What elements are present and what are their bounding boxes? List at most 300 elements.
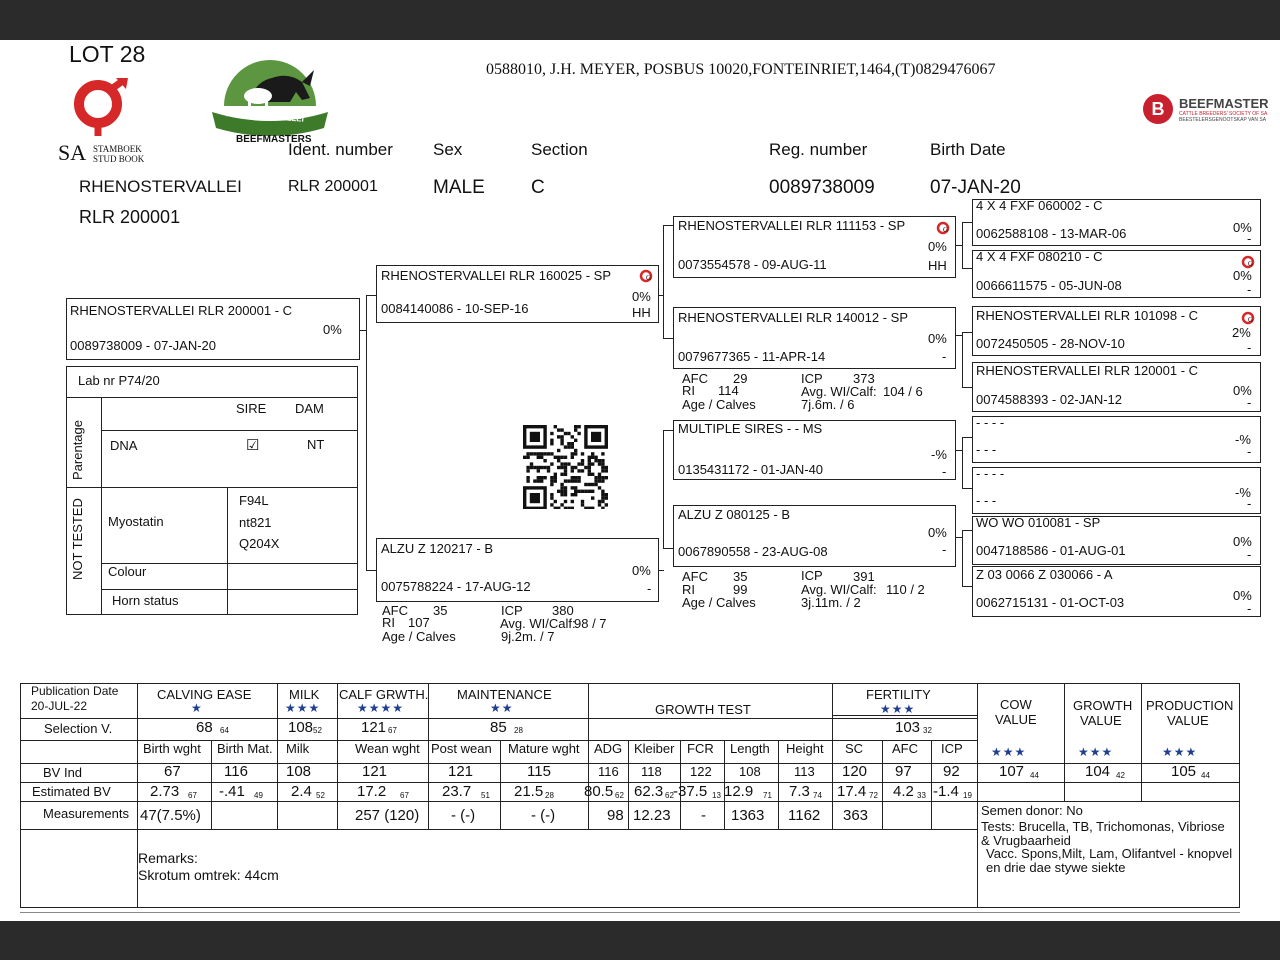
animal-birth: 07-JAN-20 xyxy=(930,177,1021,198)
est-acc: 67 xyxy=(400,791,409,800)
sire-tag: HH xyxy=(632,305,651,320)
growth-value-header-1: GROWTH xyxy=(1073,698,1133,713)
bv-value: 120 xyxy=(842,763,868,780)
g3-tag: - xyxy=(1247,231,1252,246)
owner-address: 0588010, J.H. MEYER, POSBUS 10020,FONTEINRIET,1464,(T)0829476067 xyxy=(486,61,996,78)
col-header: Wean wght xyxy=(355,741,420,756)
est-value: 12.9 xyxy=(724,783,754,800)
g3-tag: - xyxy=(1247,547,1252,562)
meas-value: 363 xyxy=(843,807,869,824)
cg-emblem-icon xyxy=(1241,310,1256,326)
est-acc: 72 xyxy=(869,791,878,800)
bv-production-acc: 44 xyxy=(1201,771,1210,780)
pedigree-g3-card xyxy=(972,250,1261,298)
self-name: RHENOSTERVALLEI RLR 200001 - C xyxy=(70,303,293,318)
divider xyxy=(832,683,833,829)
semen-donor: Semen donor: No xyxy=(981,803,1083,818)
dna-dam-value: NT xyxy=(307,437,325,452)
divider xyxy=(20,829,978,830)
cg-emblem-icon xyxy=(639,268,654,284)
col-section-label: Section xyxy=(531,140,588,159)
ds-inbreeding: -% xyxy=(931,447,947,462)
ss-inbreeding: 0% xyxy=(928,239,947,254)
animal-section: C xyxy=(531,177,545,198)
selection-maintenance: 85 xyxy=(490,719,507,736)
wi-value: 110 / 2 xyxy=(886,582,925,597)
not-tested-label: NOT TESTED xyxy=(70,498,85,580)
est-value: 7.3 xyxy=(789,783,810,800)
connector xyxy=(366,295,376,296)
bv-cow-value: 107 xyxy=(999,763,1025,780)
divider xyxy=(1141,683,1142,801)
publication-date-label: Publication Date xyxy=(31,684,119,698)
production-value-stars-icon: ★★★ xyxy=(1162,745,1198,759)
icp-value: 391 xyxy=(853,569,875,584)
divider xyxy=(101,430,358,431)
lab-nr-row xyxy=(66,366,358,398)
svg-text:G: G xyxy=(943,226,949,234)
divider xyxy=(931,740,932,829)
g3-tag: - xyxy=(1247,282,1252,297)
divider xyxy=(101,589,358,590)
est-acc: 74 xyxy=(813,791,822,800)
self-info: 0089738009 - 07-JAN-20 xyxy=(70,338,216,353)
divider xyxy=(337,683,338,829)
dd-name: ALZU Z 080125 - B xyxy=(678,507,790,522)
g3-name: - - - - xyxy=(976,415,1005,430)
meas-value: 1162 xyxy=(788,807,821,824)
col-header: ADG xyxy=(594,741,623,756)
sire-inbreeding: 0% xyxy=(632,289,651,304)
est-acc: 71 xyxy=(763,791,772,800)
bv-value: 121 xyxy=(448,763,474,780)
col-header: FCR xyxy=(687,741,714,756)
ri-label: RI xyxy=(382,615,395,630)
afc-value: 35 xyxy=(733,569,748,584)
selection-label: Selection V. xyxy=(44,721,113,736)
wi-value: 98 / 7 xyxy=(574,616,607,631)
g3-tag: - xyxy=(1247,601,1252,616)
sd-info: 0079677365 - 11-APR-14 xyxy=(678,349,826,364)
divider xyxy=(277,683,278,829)
bm-sub2: BEESTELERSGENOOTSKAP VAN SA xyxy=(1179,117,1267,123)
g3-name: WO WO 010081 - SP xyxy=(976,515,1101,530)
calving-ease-stars-icon: ★ xyxy=(191,701,203,715)
ds-info: 0135431172 - 01-JAN-40 xyxy=(678,462,824,477)
bv-value: 121 xyxy=(362,763,388,780)
bv-value: 108 xyxy=(739,764,761,779)
divider xyxy=(500,740,501,829)
selection-fertility: 103 xyxy=(895,719,921,736)
ds-name: MULTIPLE SIRES - - MS xyxy=(678,421,823,436)
cg-emblem-icon xyxy=(936,220,951,236)
beefmaster-b-icon: B xyxy=(1143,94,1173,124)
pedigree-ds-card xyxy=(673,420,956,480)
bv-value: 113 xyxy=(794,764,815,779)
bv-value: 92 xyxy=(943,763,960,780)
myostatin-f94l: F94L xyxy=(239,493,269,508)
ri-value: 114 xyxy=(718,383,739,398)
age-calves-label: Age / Calves xyxy=(682,595,756,610)
dam-inbreeding: 0% xyxy=(632,563,651,578)
beefmaster-logo xyxy=(1143,94,1273,128)
connector xyxy=(663,430,673,431)
g3-info: 0074588393 - 02-JAN-12 xyxy=(976,392,1122,407)
milk-stars-icon: ★★★ xyxy=(285,701,321,715)
col-header: Birth Mat. xyxy=(217,741,273,756)
est-value: 17.2 xyxy=(357,783,387,800)
divider xyxy=(227,487,228,615)
col-reg-label: Reg. number xyxy=(769,140,868,159)
svg-text:G: G xyxy=(1248,316,1254,324)
age-calves-value: 7j.6m. / 6 xyxy=(801,397,855,412)
connector xyxy=(962,530,972,531)
qr-code xyxy=(523,425,609,509)
est-value: 62.3 xyxy=(634,783,664,800)
divider xyxy=(20,801,1240,802)
pedigree-dam-card xyxy=(376,538,659,602)
est-value: -.41 xyxy=(219,783,245,800)
g3-inbreeding: 2% xyxy=(1232,325,1251,340)
measurements-label: Measurements xyxy=(43,806,129,821)
myostatin-label: Myostatin xyxy=(108,514,164,529)
svg-text:G: G xyxy=(1248,260,1254,268)
col-header: Birth wght xyxy=(143,741,201,756)
col-birth-label: Birth Date xyxy=(930,140,1006,159)
production-value-header-1: PRODUCTION xyxy=(1146,698,1234,713)
bm-sub1: CATTLE BREEDERS' SOCIETY OF SA xyxy=(1179,111,1268,117)
milk-header: MILK xyxy=(289,687,320,702)
g3-info: 0066611575 - 05-JUN-08 xyxy=(976,278,1122,293)
pedigree-self-card xyxy=(66,298,360,360)
col-header: Milk xyxy=(286,741,310,756)
connector xyxy=(962,586,972,587)
selection-milk: 108 xyxy=(288,719,314,736)
fertility-header: FERTILITY xyxy=(866,687,931,702)
selection-maintenance-acc: 28 xyxy=(514,726,523,735)
col-header: AFC xyxy=(892,741,918,756)
divider xyxy=(588,683,589,829)
est-acc: 62 xyxy=(615,791,624,800)
connector xyxy=(962,332,963,387)
selection-fertility-acc: 32 xyxy=(923,726,932,735)
estimated-bv-label: Estimated BV xyxy=(32,784,111,799)
connector xyxy=(962,387,972,388)
est-value: 4.2 xyxy=(893,783,914,800)
vaccination-text-2: en drie dae stywe siekte xyxy=(986,860,1126,875)
connector xyxy=(962,437,963,488)
wi-label: Avg. WI/Calf: xyxy=(801,384,877,399)
dam-name: ALZU Z 120217 - B xyxy=(381,541,493,556)
selection-calf-acc: 67 xyxy=(388,726,397,735)
col-header: Kleiber xyxy=(634,741,675,756)
est-value: 2.4 xyxy=(291,783,312,800)
g3-info: 0072450505 - 28-NOV-10 xyxy=(976,336,1125,351)
ds-tag: - xyxy=(942,464,947,479)
pedigree-ss-card xyxy=(673,216,956,278)
age-calves-value: 9j.2m. / 7 xyxy=(501,629,555,644)
selection-calving: 68 xyxy=(196,719,213,736)
dd-tag: - xyxy=(942,542,947,557)
bottom-bar xyxy=(0,921,1280,960)
dam-column-label: DAM xyxy=(295,401,324,416)
cow-value-stars-icon: ★★★ xyxy=(991,745,1027,759)
g3-tag: - xyxy=(1247,340,1252,355)
bv-ind-label: BV Ind xyxy=(43,765,83,780)
pedigree-g3-card xyxy=(972,566,1261,617)
est-acc: 13 xyxy=(712,791,721,800)
g3-inbreeding: 0% xyxy=(1233,268,1252,283)
g3-tag: - xyxy=(1247,444,1252,459)
g3-name: RHENOSTERVALLEI RLR 120001 - C xyxy=(976,363,1199,378)
divider xyxy=(628,740,629,829)
g3-tag: - xyxy=(1247,395,1252,410)
connector xyxy=(663,548,673,549)
myostatin-nt821: nt821 xyxy=(239,515,272,530)
remarks-text: Skrotum omtrek: 44cm xyxy=(138,867,279,883)
sire-name: RHENOSTERVALLEI RLR 160025 - SP xyxy=(381,268,612,283)
tests-text-2: & Vrugbaarheid xyxy=(981,833,1071,848)
selection-milk-acc: 52 xyxy=(313,726,322,735)
top-bar xyxy=(0,0,1280,40)
g3-name: 4 X 4 FXF 080210 - C xyxy=(976,249,1103,264)
col-header: ICP xyxy=(941,741,963,756)
bv-value: 122 xyxy=(690,764,712,779)
connector xyxy=(962,222,963,268)
remarks-label: Remarks: xyxy=(138,850,198,866)
est-value: 17.4 xyxy=(837,783,867,800)
col-ident-label: Ident. number xyxy=(288,140,393,159)
bv-growth-acc: 42 xyxy=(1116,771,1125,780)
ss-name: RHENOSTERVALLEI RLR 111153 - SP xyxy=(678,218,906,233)
meas-value: 257 (120) xyxy=(355,807,420,824)
sire-column-label: SIRE xyxy=(236,401,267,416)
bv-value: 67 xyxy=(164,763,181,780)
divider xyxy=(20,912,1240,913)
maintenance-header: MAINTENANCE xyxy=(457,687,552,702)
icp-label: ICP xyxy=(501,603,523,618)
animal-name-line1: RHENOSTERVALLEI xyxy=(79,177,242,196)
animal-name-line2: RLR 200001 xyxy=(79,207,181,227)
farm-logo-sub: BEEFMASTERS xyxy=(236,134,312,145)
ri-value: 99 xyxy=(733,582,748,597)
publication-date: 20-JUL-22 xyxy=(31,699,88,713)
est-value: -37.5 xyxy=(673,783,708,800)
est-acc: 62 xyxy=(665,791,674,800)
g3-tag: - xyxy=(1247,496,1252,511)
sa-logo-line1: STAMBOEK xyxy=(93,144,142,154)
dna-label: DNA xyxy=(110,438,138,453)
divider xyxy=(778,740,779,829)
ss-info: 0073554578 - 09-AUG-11 xyxy=(678,257,827,272)
selection-calf: 121 xyxy=(361,719,387,736)
pedigree-sire-card xyxy=(376,265,659,323)
meas-value: 98 xyxy=(607,807,624,824)
est-acc: 49 xyxy=(254,791,263,800)
connector xyxy=(366,570,376,571)
connector xyxy=(962,332,972,333)
bv-production-value: 105 xyxy=(1171,763,1197,780)
ri-label: RI xyxy=(682,383,695,398)
tests-text: Tests: Brucella, TB, Trichomonas, Vibriose xyxy=(981,819,1225,834)
est-acc: 67 xyxy=(188,791,197,800)
dna-sire-checkbox-icon: ☑ xyxy=(246,437,260,454)
est-value: 80.5 xyxy=(584,783,614,800)
sire-info: 0084140086 - 10-SEP-16 xyxy=(381,301,529,316)
bv-value: 97 xyxy=(895,763,912,780)
pedigree-g3-card xyxy=(972,199,1261,246)
g3-inbreeding: 0% xyxy=(1233,383,1252,398)
g3-inbreeding: 0% xyxy=(1233,534,1252,549)
bv-cow-acc: 44 xyxy=(1030,771,1039,780)
dd-inbreeding: 0% xyxy=(928,525,947,540)
afc-value: 29 xyxy=(733,371,748,386)
icp-value: 380 xyxy=(552,603,574,618)
g3-inbreeding: -% xyxy=(1235,432,1251,447)
g3-name: RHENOSTERVALLEI RLR 101098 - C xyxy=(976,308,1199,323)
connector xyxy=(663,225,673,226)
connector xyxy=(663,338,673,339)
meas-value: 47(7.5%) xyxy=(140,807,201,824)
g3-info: 0047188586 - 01-AUG-01 xyxy=(976,543,1126,558)
cow-value-header-2: VALUE xyxy=(995,712,1037,727)
connector xyxy=(663,225,664,338)
sd-inbreeding: 0% xyxy=(928,331,947,346)
icp-label: ICP xyxy=(801,371,823,386)
connector xyxy=(659,570,664,571)
pedigree-g3-card xyxy=(972,306,1261,356)
afc-label: AFC xyxy=(382,603,408,618)
bv-value: 108 xyxy=(286,763,312,780)
bv-growth-value: 104 xyxy=(1085,763,1111,780)
pedigree-g3-card xyxy=(972,362,1261,412)
g3-info: 0062715131 - 01-OCT-03 xyxy=(976,595,1125,610)
col-header: Mature wght xyxy=(508,741,580,756)
ri-value: 107 xyxy=(408,615,430,630)
dam-info: 0075788224 - 17-AUG-12 xyxy=(381,579,531,594)
growth-test-header: GROWTH TEST xyxy=(655,702,751,717)
connector xyxy=(962,488,972,489)
colour-label: Colour xyxy=(108,564,147,579)
dd-info: 0067890558 - 23-AUG-08 xyxy=(678,544,828,559)
parentage-label: Parentage xyxy=(70,420,85,480)
vaccination-text: Vacc. Spons,Milt, Lam, Olifantvel - knopvel xyxy=(986,846,1233,861)
sa-logo-line2: STUD BOOK xyxy=(93,154,145,164)
divider xyxy=(20,782,1240,783)
bv-value: 115 xyxy=(527,763,551,780)
calving-ease-header: CALVING EASE xyxy=(157,687,252,702)
est-acc: 33 xyxy=(917,791,926,800)
afc-label: AFC xyxy=(682,569,708,584)
maintenance-stars-icon: ★★ xyxy=(490,701,514,715)
est-acc: 51 xyxy=(481,791,490,800)
ss-tag: HH xyxy=(928,258,947,273)
afc-label: AFC xyxy=(682,371,708,386)
g3-info: 0062588108 - 13-MAR-06 xyxy=(976,226,1127,241)
est-value: -1.4 xyxy=(933,783,959,800)
g3-info: - - - xyxy=(976,442,997,457)
sa-studbook-logo xyxy=(58,78,158,166)
cow-value-header-1: COW xyxy=(1000,697,1032,712)
age-calves-value: 3j.11m. / 2 xyxy=(801,595,861,610)
icp-label: ICP xyxy=(801,568,823,583)
divider xyxy=(1064,683,1065,801)
connector xyxy=(962,437,972,438)
col-header: Length xyxy=(730,741,770,756)
bv-value: 116 xyxy=(598,764,619,779)
g3-name: Z 03 0066 Z 030066 - A xyxy=(976,567,1113,582)
self-inbreeding: 0% xyxy=(323,322,342,337)
pedigree-g3-card xyxy=(972,416,1261,463)
connector xyxy=(962,222,972,223)
col-header: Height xyxy=(786,741,824,756)
selection-calving-acc: 64 xyxy=(220,726,229,735)
dam-tag: - xyxy=(647,581,652,596)
wi-label: Avg. WI/Calf: xyxy=(500,616,576,631)
meas-value: - (-) xyxy=(451,807,476,824)
sd-name: RHENOSTERVALLEI RLR 140012 - SP xyxy=(678,310,909,325)
bv-value: 118 xyxy=(641,764,662,779)
animal-sex: MALE xyxy=(433,177,485,198)
divider xyxy=(977,683,978,908)
pedigree-dd-card xyxy=(673,505,956,567)
meas-value: 12.23 xyxy=(633,807,671,824)
calf-growth-header: CALF GRWTH. xyxy=(339,687,429,702)
wi-value: 104 / 6 xyxy=(883,384,923,399)
est-value: 23.7 xyxy=(442,783,472,800)
est-value: 2.73 xyxy=(150,783,180,800)
wi-label: Avg. WI/Calf: xyxy=(801,582,877,597)
col-header: SC xyxy=(845,741,864,756)
g3-name: - - - - xyxy=(976,466,1005,481)
rhenostervallei-logo xyxy=(210,42,330,146)
svg-text:G: G xyxy=(646,274,652,282)
connector xyxy=(962,268,972,269)
lot-number: LOT 28 xyxy=(69,41,146,67)
calf-growth-stars-icon: ★★★★ xyxy=(357,701,405,715)
est-value: 21.5 xyxy=(514,783,544,800)
connector xyxy=(366,295,367,570)
fertility-stars-icon: ★★★ xyxy=(880,702,916,716)
g3-name: 4 X 4 FXF 060002 - C xyxy=(976,198,1103,213)
pedigree-g3-card xyxy=(972,516,1261,565)
farm-logo-banner: RHENOSTERVALLEI xyxy=(225,109,305,124)
col-sex-label: Sex xyxy=(433,140,463,159)
est-acc: 28 xyxy=(545,791,554,800)
myostatin-q204x: Q204X xyxy=(239,536,280,551)
col-header: Post wean xyxy=(431,741,492,756)
divider xyxy=(428,683,429,829)
bm-title: BEEFMASTER xyxy=(1179,96,1269,111)
g3-inbreeding: -% xyxy=(1235,485,1251,500)
afc-value: 35 xyxy=(433,603,448,618)
age-calves-label: Age / Calves xyxy=(382,629,456,644)
divider xyxy=(66,487,358,488)
meas-value: - xyxy=(701,807,706,824)
production-value-header-2: VALUE xyxy=(1167,713,1209,728)
divider xyxy=(211,740,212,829)
g3-info: - - - xyxy=(976,493,997,508)
sd-tag: - xyxy=(942,349,947,364)
animal-ident: RLR 200001 xyxy=(288,178,378,195)
growth-value-header-2: VALUE xyxy=(1080,713,1122,728)
est-acc: 52 xyxy=(316,791,325,800)
bv-value: 116 xyxy=(224,763,248,780)
animal-reg: 0089738009 xyxy=(769,177,875,198)
age-calves-label: Age / Calves xyxy=(682,397,756,412)
g3-inbreeding: 0% xyxy=(1233,220,1252,235)
meas-value: - (-) xyxy=(531,807,556,824)
